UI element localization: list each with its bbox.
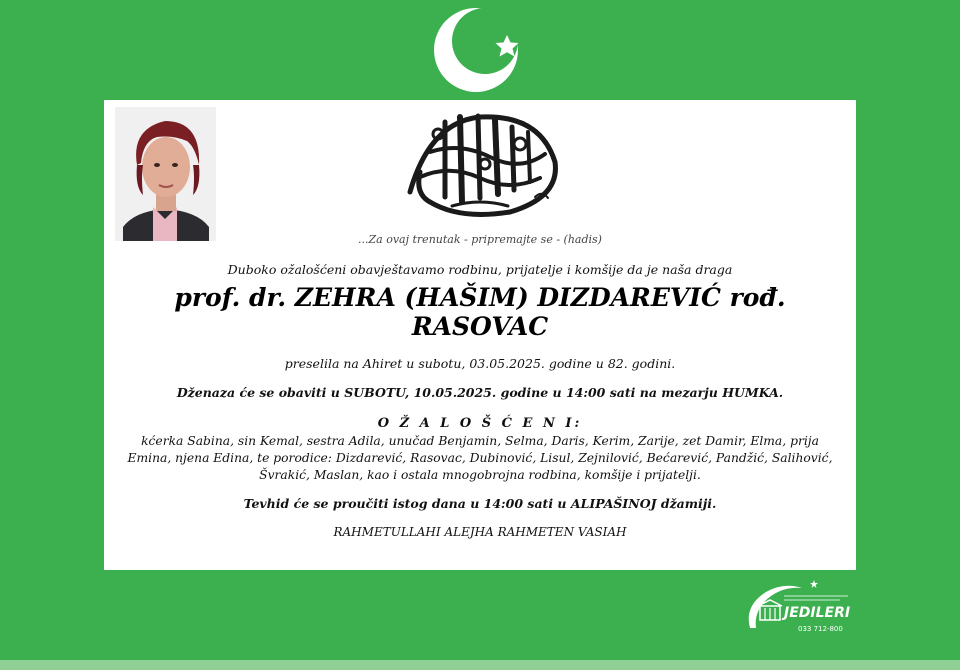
hadith-caption: ...Za ovaj trenutak - pripremajte se - (hadis) (358, 233, 602, 246)
funeral-text: Dženaza će se obaviti u SUBOTU, 10.05.2025. godine u 14:00 sati na mezarju HUMKA. (176, 385, 784, 400)
tevhid-text: Tevhid će se proučiti istog dana u 14:00 sati u ALIPAŠINOJ džamiji. (243, 496, 717, 511)
arabic-calligraphy-icon (390, 102, 570, 230)
obituary-card (104, 100, 856, 570)
deceased-name: prof. dr. ZEHRA (HAŠIM) DIZDAREVIĆ rođ. RASOVAC (174, 283, 786, 341)
passing-text: preselila na Ahiret u subotu, 03.05.2025. godine u 82. godini. (284, 356, 676, 371)
funeral-home-logo (740, 576, 858, 636)
closing-prayer: RAHMETULLAHI ALEJHA RAHMETEN VASIAH (333, 525, 627, 539)
crescent-star-icon (430, 4, 530, 96)
intro-text: Duboko ožalošćeni obavještavamo rodbinu, prijatelje i komšije da je naša draga (227, 262, 733, 277)
mourners-list: kćerka Sabina, sin Kemal, sestra Adila, unučad Benjamin, Selma, Daris, Kerim, Zarije, zet Damir, Elma, prija Emina, njena Edina, te porodice: Dizdarević, Rasovac, Dubinović, Lisul, Zejnilović, Bećarević, Pandžić, Salihović, Švrakić, Maslan, kao i ostala mnogobrojna rodbina, komšije i prijatelji. (127, 434, 833, 482)
mourners-heading: O Ž A L O Š Ć E N I: (377, 416, 583, 431)
bottom-strip (0, 660, 960, 670)
logo-name: JEDILERI (784, 605, 851, 621)
deceased-portrait (115, 107, 216, 241)
logo-phone: 033 712-800 (798, 625, 843, 633)
